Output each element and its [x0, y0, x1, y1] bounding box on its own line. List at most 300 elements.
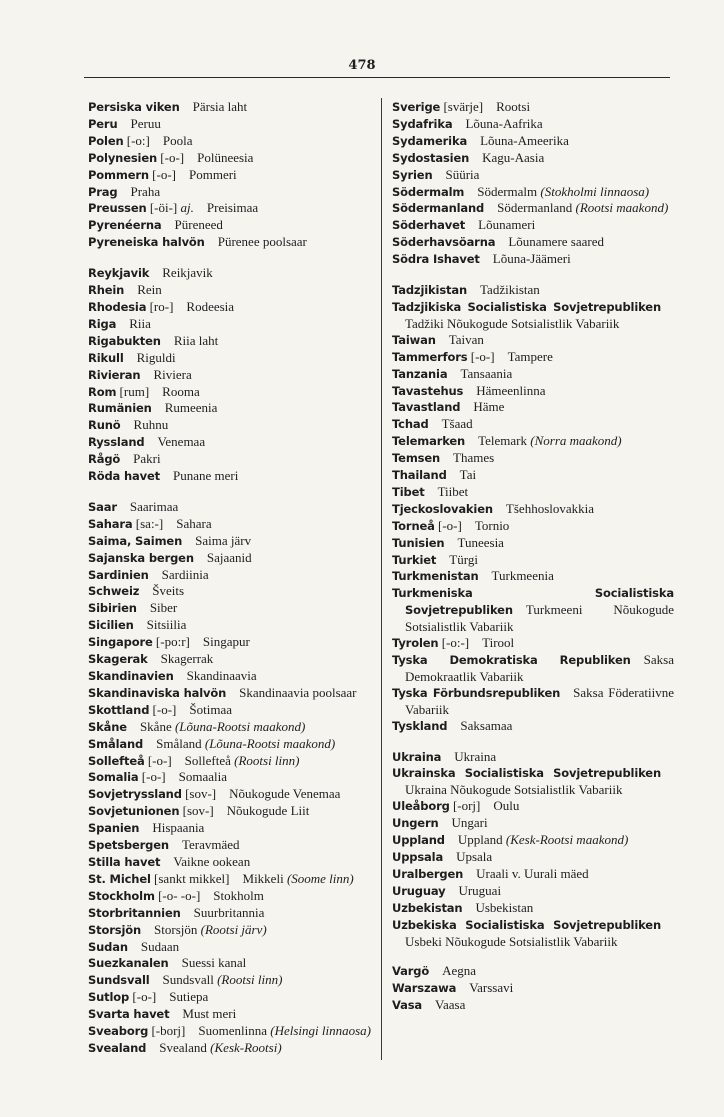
- entry-headword: Spetsbergen: [88, 838, 169, 853]
- dictionary-entry: [392, 383, 674, 400]
- dictionary-entry: [88, 265, 372, 282]
- entry-note: aj.: [180, 200, 194, 216]
- entry-headword: Sverige: [392, 100, 441, 114]
- entry-pronunciation: [-po:r]: [155, 634, 190, 650]
- entry-translation: Ungari: [451, 815, 488, 831]
- entry-headword: Ukrainska Socialistiska Sovjetrepubliken: [392, 766, 661, 781]
- entry-translation: Sahara: [176, 515, 212, 531]
- entry-pronunciation: [-o- -o-]: [158, 887, 201, 903]
- entry-translation: Tšaad: [441, 416, 473, 432]
- dictionary-entry: [88, 634, 372, 651]
- entry-headword: Svealand: [88, 1040, 147, 1055]
- dictionary-entry: [392, 568, 674, 585]
- entry-headword: Rom: [88, 384, 117, 399]
- entry-note: (Rootsi linn): [217, 972, 283, 988]
- dictionary-entry: [88, 600, 372, 617]
- dictionary-entry: [88, 167, 372, 184]
- entry-group: [88, 499, 372, 1057]
- dictionary-entry: [88, 116, 372, 133]
- entry-headword: Skagerak: [88, 652, 148, 667]
- dictionary-entry: [88, 769, 372, 786]
- dictionary-entry: [392, 116, 674, 133]
- entry-pronunciation: [-o-]: [141, 769, 166, 785]
- dictionary-entry: [392, 200, 674, 217]
- entry-headword: Tavastland: [392, 400, 461, 415]
- entry-headword: Uzbekiska Socialistiska Sovjetrepubliken: [392, 917, 661, 932]
- dictionary-entry: [392, 99, 674, 116]
- entry-translation: Södermalm: [477, 183, 538, 199]
- dictionary-entry: [88, 367, 372, 384]
- entry-headword: Uleåborg: [392, 799, 450, 814]
- dictionary-entry: [392, 832, 674, 849]
- dictionary-entry: [88, 217, 372, 234]
- entry-translation: Riia laht: [173, 332, 219, 348]
- entry-translation: Tšehhoslovakkia: [505, 500, 595, 516]
- entry-translation: Pakri: [133, 451, 161, 467]
- entry-note: (Kesk-Rootsi): [210, 1039, 282, 1055]
- entry-translation: Lõuna-Jäämeri: [492, 251, 571, 267]
- entry-translation: Rein: [137, 282, 162, 298]
- entry-note: (Rootsi järv): [200, 921, 267, 937]
- dictionary-entry: [88, 299, 372, 316]
- entry-translation: Preisimaa: [206, 200, 259, 216]
- entry-translation: Türgi: [449, 551, 478, 567]
- dictionary-entry: [88, 282, 372, 299]
- dictionary-entry: [392, 917, 674, 950]
- entry-translation: Riviera: [153, 366, 192, 382]
- dictionary-entry: [88, 533, 372, 550]
- entry-headword: Röda havet: [88, 469, 160, 484]
- dictionary-entry: [392, 585, 674, 635]
- dictionary-entry: [392, 349, 674, 366]
- dictionary-entry: [392, 484, 674, 501]
- dictionary-entry: [392, 765, 674, 798]
- entry-headword: Preussen: [88, 201, 147, 216]
- entry-headword: Telemarken: [392, 434, 466, 449]
- entry-pronunciation: [-o-]: [470, 348, 495, 364]
- dictionary-entry: [88, 685, 372, 702]
- dictionary-entry: [88, 972, 372, 989]
- dictionary-entry: [88, 803, 372, 820]
- entry-translation: Tai: [459, 467, 477, 483]
- entry-headword: Söderhavsöarna: [392, 235, 496, 250]
- entry-note: (Lõuna-Rootsi maakond): [174, 718, 306, 734]
- dictionary-entry: [88, 417, 372, 434]
- entry-pronunciation: [-o-]: [147, 752, 172, 768]
- entry-headword: Storsjön: [88, 922, 142, 937]
- entry-translation: Tadžikistan: [480, 282, 540, 298]
- dictionary-entry: [392, 866, 674, 883]
- dictionary-entry: [392, 282, 674, 299]
- dictionary-entry: [88, 184, 372, 201]
- entry-headword: Singapore: [88, 635, 153, 650]
- dictionary-entry: [392, 150, 674, 167]
- dictionary-entry: [88, 1023, 372, 1040]
- entry-headword: Sollefteå: [88, 753, 145, 768]
- dictionary-entry: [392, 234, 674, 251]
- dictionary-entry: [88, 350, 372, 367]
- entry-headword: Persiska viken: [88, 100, 180, 114]
- dictionary-entry: [88, 550, 372, 567]
- entry-headword: Skåne: [88, 719, 127, 734]
- entry-headword: Skottland: [88, 702, 150, 717]
- entry-headword: Runö: [88, 418, 121, 433]
- entry-headword: Tanzania: [392, 366, 448, 381]
- dictionary-entry: [392, 635, 674, 652]
- entry-headword: Rhein: [88, 283, 125, 298]
- dictionary-entry: [392, 718, 674, 735]
- entry-headword: Sudan: [88, 939, 128, 954]
- entry-headword: Warszawa: [392, 981, 457, 996]
- dictionary-entry: [392, 652, 674, 685]
- entry-headword: Taiwan: [392, 332, 436, 347]
- entry-headword: Tyskland: [392, 718, 448, 733]
- entry-translation: Šveits: [152, 583, 185, 599]
- dictionary-entry: [88, 150, 372, 167]
- entry-headword: Småland: [88, 736, 144, 751]
- entry-translation: Rootsi: [496, 99, 531, 114]
- entry-headword: Polen: [88, 133, 124, 148]
- entry-headword: Sutlop: [88, 990, 130, 1005]
- entry-group: [392, 282, 674, 734]
- entry-headword: Tadzjikistan: [392, 283, 468, 298]
- dictionary-entry: [88, 989, 372, 1006]
- entry-headword: Södra Ishavet: [392, 252, 480, 267]
- entry-translation: Saksa Föderatiivne Vabariik: [405, 684, 674, 717]
- entry-headword: Spanien: [88, 821, 140, 836]
- entry-headword: Tavastehus: [392, 383, 464, 398]
- entry-headword: Uralbergen: [392, 866, 464, 881]
- entry-group: [392, 963, 674, 1014]
- entry-translation: Skagerrak: [160, 651, 214, 667]
- entry-translation: Sajaanid: [206, 549, 252, 565]
- entry-headword: St. Michel: [88, 871, 151, 886]
- entry-headword: Rumänien: [88, 401, 152, 416]
- dictionary-entry: [88, 939, 372, 956]
- entry-headword: Sydostasien: [392, 150, 470, 165]
- dictionary-entry: [392, 883, 674, 900]
- entry-translation: Sudaan: [140, 938, 180, 954]
- dictionary-entry: [392, 416, 674, 433]
- right-column: [392, 99, 674, 1028]
- entry-headword: Sovjetunionen: [88, 804, 180, 819]
- entry-translation: Tirool: [482, 635, 515, 651]
- dictionary-entry: [392, 501, 674, 518]
- column-divider: [381, 98, 382, 1060]
- entry-group: [88, 265, 372, 485]
- entry-translation: Siber: [149, 600, 178, 616]
- entry-headword: Ungern: [392, 816, 439, 831]
- entry-headword: Tadzjikiska Socialistiska Sovjetrepubliken: [392, 299, 661, 314]
- dictionary-entry: [392, 552, 674, 569]
- entry-translation: Peruu: [130, 115, 161, 131]
- entry-headword: Svarta havet: [88, 1007, 170, 1022]
- dictionary-entry: [392, 798, 674, 815]
- dictionary-entry: [88, 702, 372, 719]
- entry-headword: Vasa: [392, 998, 423, 1013]
- dictionary-entry: [88, 384, 372, 401]
- entry-translation: Rooma: [162, 383, 200, 399]
- dictionary-entry: [392, 251, 674, 268]
- entry-headword: Syrien: [392, 167, 433, 182]
- dictionary-entry: [88, 499, 372, 516]
- dictionary-entry: [392, 217, 674, 234]
- entry-translation: Nõukogude Venemaa: [229, 786, 341, 802]
- entry-pronunciation: [-o:-]: [441, 635, 470, 651]
- entry-headword: Tjeckoslovakien: [392, 501, 493, 516]
- dictionary-entry: [392, 997, 674, 1014]
- entry-translation: Tampere: [507, 348, 553, 364]
- entry-translation: Süüria: [445, 166, 480, 182]
- dictionary-entry: [392, 749, 674, 766]
- entry-translation: Lõuna-Ameerika: [480, 132, 569, 148]
- entry-headword: Reykjavik: [88, 266, 150, 281]
- dictionary-entry: [88, 668, 372, 685]
- entry-translation: Tiibet: [437, 483, 469, 499]
- dictionary-entry: [392, 399, 674, 416]
- entry-note: (Lõuna-Rootsi maakond): [204, 735, 336, 751]
- entry-translation: Sutiepa: [169, 989, 209, 1005]
- header-rule: [84, 77, 670, 78]
- entry-headword: Sajanska bergen: [88, 550, 194, 565]
- entry-pronunciation: [-orj]: [452, 798, 481, 814]
- dictionary-entry: [392, 518, 674, 535]
- entry-translation: Rumeenia: [164, 400, 218, 416]
- entry-headword: Storbritannien: [88, 905, 181, 920]
- entry-headword: Turkiet: [392, 552, 437, 567]
- dictionary-entry: [88, 451, 372, 468]
- entry-translation: Praha: [130, 183, 161, 199]
- entry-translation: Uruguai: [458, 882, 502, 898]
- entry-headword: Uppland: [392, 833, 445, 848]
- entry-translation: Tadžiki Nõukogude Sotsialistlik Vabariik: [405, 315, 620, 331]
- entry-pronunciation: [-o:]: [126, 132, 150, 148]
- entry-translation: Turkmeeni Nõukogude Sotsialistlik Vabariik: [405, 602, 674, 635]
- entry-translation: Lõunameri: [478, 217, 536, 233]
- entry-headword: Pommern: [88, 167, 149, 182]
- dictionary-entry: [88, 583, 372, 600]
- dictionary-entry: [392, 980, 674, 997]
- dictionary-entry: [88, 1006, 372, 1023]
- entry-translation: Riguldi: [136, 349, 176, 365]
- entry-translation: Häme: [473, 399, 505, 415]
- dictionary-entry: [392, 900, 674, 917]
- entry-headword: Sveaborg: [88, 1024, 149, 1039]
- entry-headword: Polynesien: [88, 150, 158, 165]
- entry-translation: Aegna: [442, 963, 477, 979]
- entry-headword: Skandinaviska halvön: [88, 685, 227, 700]
- entry-headword: Sicilien: [88, 618, 134, 633]
- entry-translation: Hispaania: [152, 820, 205, 836]
- entry-translation: Riia: [129, 315, 151, 331]
- entry-translation: Småland: [156, 735, 202, 751]
- dictionary-entry: [88, 871, 372, 888]
- entry-pronunciation: [-o-]: [438, 517, 462, 533]
- entry-translation: Šotimaa: [189, 701, 232, 717]
- entry-translation: Somaalia: [178, 769, 227, 785]
- entry-translation: Turkmeenia: [491, 568, 554, 584]
- entry-headword: Stockholm: [88, 888, 155, 903]
- dictionary-entry: [88, 468, 372, 485]
- entry-headword: Ukraina: [392, 749, 442, 764]
- entry-translation: Polüneesia: [197, 149, 254, 165]
- dictionary-entry: [392, 450, 674, 467]
- entry-translation: Ruhnu: [133, 417, 169, 433]
- entry-headword: Sibirien: [88, 601, 137, 616]
- entry-pronunciation: [-o-]: [152, 701, 177, 717]
- dictionary-entry: [88, 434, 372, 451]
- entry-headword: Tammerfors: [392, 349, 468, 364]
- entry-translation: Suurbritannia: [193, 904, 265, 920]
- page-number: 478: [348, 58, 376, 73]
- entry-headword: Rhodesia: [88, 299, 147, 314]
- entry-translation: Uppland: [457, 832, 503, 848]
- entry-translation: Ukraina Nõukogude Sotsialistlik Vabariik: [405, 782, 623, 798]
- entry-group: [392, 749, 674, 950]
- dictionary-entry: [88, 736, 372, 753]
- entry-headword: Schweiz: [88, 584, 140, 599]
- entry-headword: Suezkanalen: [88, 956, 169, 971]
- entry-pronunciation: [-borj]: [151, 1023, 186, 1039]
- entry-note: (Helsingi linnaosa): [270, 1023, 371, 1039]
- dictionary-entry: [88, 837, 372, 854]
- entry-headword: Sydafrika: [392, 116, 453, 131]
- entry-translation: Reikjavik: [162, 265, 213, 281]
- entry-translation: Mikkeli: [242, 870, 284, 886]
- entry-translation: Svealand: [159, 1039, 207, 1055]
- entry-headword: Tyska Demokratiska Republiken: [392, 653, 631, 667]
- left-column: [88, 99, 372, 1071]
- entry-translation: Uraali v. Uurali mäed: [476, 865, 589, 881]
- entry-note: (Norra maakond): [530, 433, 622, 449]
- entry-translation: Suessi kanal: [181, 955, 247, 971]
- entry-translation: Sardiinia: [161, 566, 209, 582]
- entry-headword: Sardinien: [88, 567, 149, 582]
- entry-translation: Saima järv: [195, 532, 252, 548]
- entry-headword: Söderhavet: [392, 218, 466, 233]
- entry-translation: Oulu: [493, 798, 520, 814]
- entry-headword: Uruguay: [392, 883, 446, 898]
- entry-translation: Sollefteå: [184, 752, 231, 768]
- entry-note: (Rootsi maakond): [575, 200, 669, 216]
- entry-headword: Sundsvall: [88, 973, 150, 988]
- entry-headword: Södermanland: [392, 201, 485, 216]
- entry-headword: Tchad: [392, 417, 429, 432]
- dictionary-entry: [88, 922, 372, 939]
- entry-pronunciation: [sov-]: [185, 786, 217, 802]
- dictionary-entry: [392, 433, 674, 450]
- entry-translation: Sundsvall: [162, 972, 214, 988]
- entry-headword: Rigabukten: [88, 333, 161, 348]
- entry-note: (Soome linn): [286, 870, 354, 886]
- entry-translation: Pärsia laht: [192, 99, 248, 114]
- dictionary-entry: [392, 849, 674, 866]
- entry-translation: Pommeri: [188, 166, 237, 182]
- dictionary-entry: [88, 133, 372, 150]
- entry-headword: Sovjetryssland: [88, 787, 182, 802]
- entry-pronunciation: [rum]: [119, 383, 150, 399]
- entry-translation: Rodeesia: [186, 298, 235, 314]
- entry-headword: Riga: [88, 316, 117, 331]
- entry-pronunciation: [sov-]: [182, 803, 214, 819]
- dictionary-entry: [88, 786, 372, 803]
- entry-note: (Rootsi linn): [234, 752, 300, 768]
- entry-translation: Poola: [162, 132, 193, 148]
- dictionary-entry: [88, 820, 372, 837]
- entry-translation: Punane meri: [173, 468, 239, 484]
- entry-translation: Telemark: [478, 433, 528, 449]
- dictionary-entry: [88, 400, 372, 417]
- entry-headword: Prag: [88, 184, 118, 199]
- entry-translation: Hämeenlinna: [476, 382, 546, 398]
- dictionary-entry: [88, 1040, 372, 1057]
- entry-translation: Singapur: [202, 634, 250, 650]
- entry-headword: Tyska Förbundsrepubliken: [392, 685, 561, 700]
- entry-translation: Must meri: [182, 1006, 237, 1022]
- entry-headword: Somalia: [88, 770, 139, 785]
- entry-pronunciation: [-o-]: [160, 149, 185, 165]
- dictionary-entry: [88, 99, 372, 116]
- entry-translation: Saarimaa: [129, 498, 179, 514]
- entry-translation: Tornio: [474, 517, 510, 533]
- entry-pronunciation: [-öi-]: [149, 200, 178, 216]
- entry-translation: Skåne: [139, 718, 172, 734]
- entry-translation: Tuneesia: [457, 534, 504, 550]
- dictionary-entry: [88, 234, 372, 251]
- entry-headword: Skandinavien: [88, 669, 174, 683]
- entry-translation: Taivan: [448, 331, 484, 347]
- entry-headword: Rågö: [88, 452, 121, 467]
- dictionary-entry: [392, 299, 674, 332]
- entry-translation: Pürenee poolsaar: [217, 234, 307, 250]
- dictionary-entry: [88, 516, 372, 533]
- dictionary-entry: [88, 651, 372, 668]
- entry-translation: Nõukogude Liit: [226, 803, 310, 819]
- dictionary-entry: [392, 685, 674, 718]
- dictionary-entry: [88, 617, 372, 634]
- entry-note: (Stokholmi linnaosa): [540, 183, 650, 199]
- dictionary-entry: [392, 467, 674, 484]
- entry-translation: Püreneed: [174, 217, 223, 233]
- entry-pronunciation: [svärje]: [443, 99, 484, 114]
- entry-headword: Saar: [88, 499, 117, 514]
- entry-translation: Upsala: [456, 848, 493, 864]
- dictionary-entry: [88, 854, 372, 871]
- entry-translation: Ukraina: [454, 748, 497, 764]
- entry-translation: Thames: [453, 450, 495, 466]
- entry-pronunciation: [-o-]: [152, 166, 176, 182]
- entry-pronunciation: [-o-]: [132, 989, 157, 1005]
- entry-pronunciation: [sankt mikkel]: [154, 870, 230, 886]
- entry-translation: Venemaa: [157, 434, 206, 450]
- entry-headword: Pyreneiska halvön: [88, 235, 205, 250]
- dictionary-entry: [392, 963, 674, 980]
- entry-headword: Torneå: [392, 518, 435, 533]
- entry-translation: Tansaania: [460, 365, 513, 381]
- entry-translation: Lõunamere saared: [508, 234, 604, 250]
- entry-translation: Skandinaavia: [186, 668, 257, 683]
- entry-headword: Saima, Saimen: [88, 533, 183, 548]
- dictionary-entry: [88, 200, 372, 217]
- dictionary-entry: [392, 332, 674, 349]
- entry-note: (Kesk-Rootsi maakond): [505, 832, 629, 848]
- dictionary-entry: [392, 366, 674, 383]
- dictionary-entry: [88, 955, 372, 972]
- entry-translation: Storsjön: [154, 921, 198, 937]
- dictionary-entry: [88, 719, 372, 736]
- dictionary-entry: [88, 753, 372, 770]
- entry-headword: Turkmeniska Socialistiska Sovjetrepubliken: [392, 586, 674, 618]
